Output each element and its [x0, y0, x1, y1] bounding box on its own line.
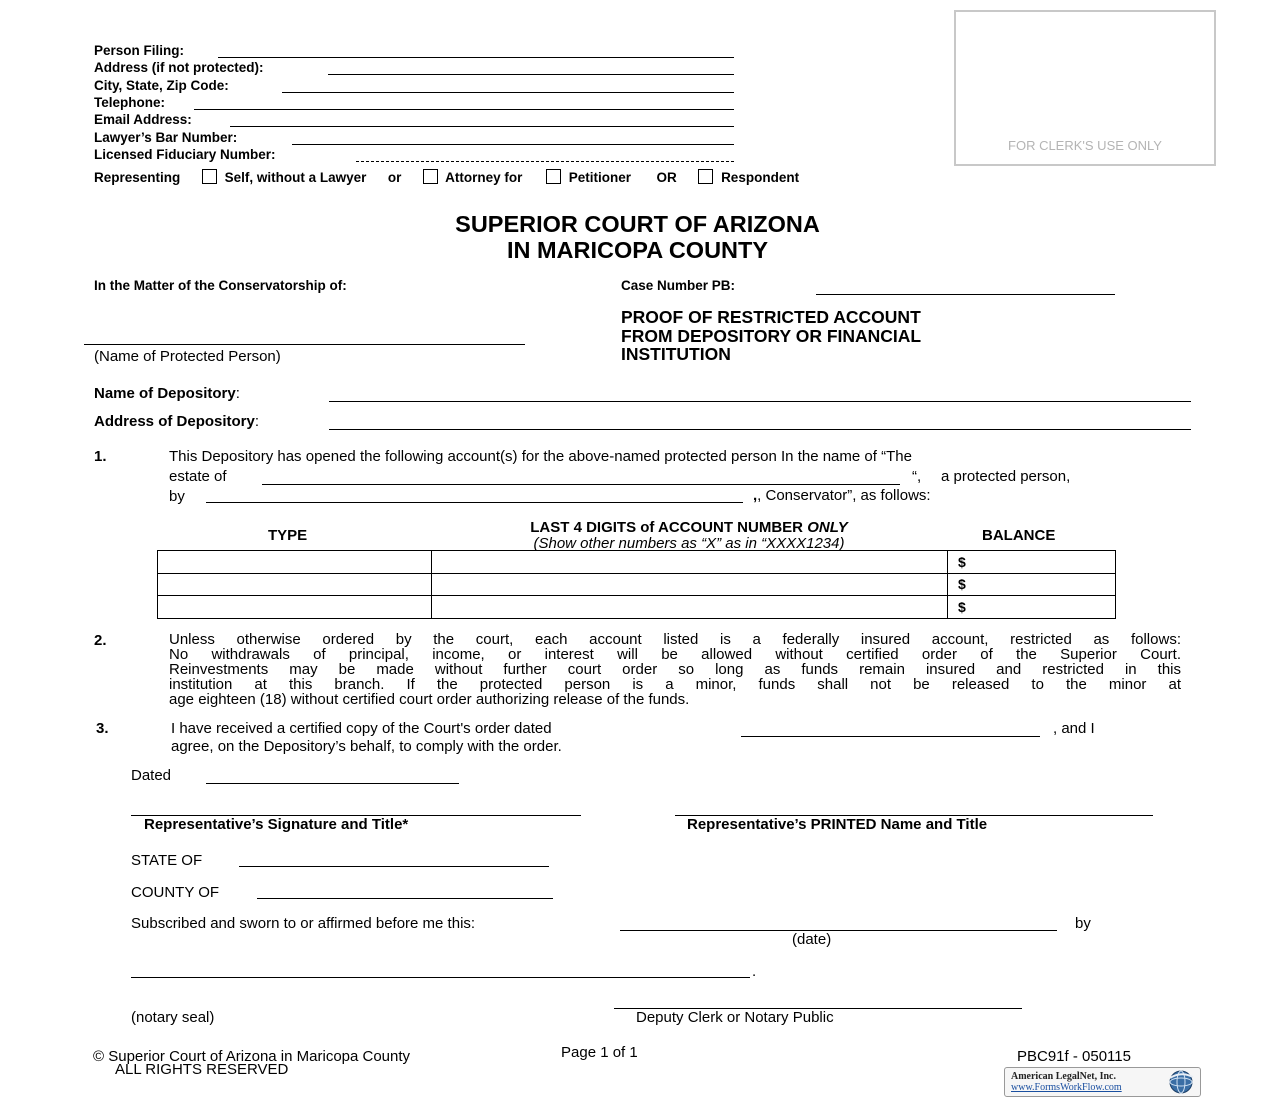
- type-cell[interactable]: [158, 573, 432, 596]
- table-row: [158, 596, 1116, 619]
- bar-number-label: Lawyer’s Bar Number:: [94, 130, 238, 145]
- state-of-field[interactable]: [239, 866, 549, 867]
- conservator-text: ,, Conservator”, as follows:: [753, 487, 931, 504]
- affiant-name-field[interactable]: [131, 977, 750, 978]
- col-type-header: TYPE: [268, 527, 308, 544]
- account-cell[interactable]: [432, 551, 948, 574]
- period: .: [752, 963, 757, 980]
- document-title: [621, 308, 921, 364]
- item-1-line-1: This Depository has opened the following account(s) for the above-named protected person In the name of “The: [169, 448, 912, 465]
- balance-cell[interactable]: $: [948, 551, 1116, 574]
- depository-name-label: Name of Depository: [94, 385, 236, 402]
- self-label: Self, without a Lawyer: [224, 170, 367, 185]
- case-number-label: Case Number PB:: [621, 278, 736, 293]
- depository-address-row: [94, 413, 259, 430]
- clerk-use-box: [954, 10, 1216, 166]
- and-i-text: , and I: [1053, 720, 1095, 737]
- respondent-label: Respondent: [721, 170, 800, 185]
- representing-label: Representing: [94, 170, 181, 185]
- legalnet-logo[interactable]: [1004, 1067, 1201, 1097]
- protected-person-text: a protected person,: [941, 468, 1071, 485]
- item-2-number: 2.: [94, 632, 107, 649]
- estate-name-field[interactable]: [262, 484, 900, 485]
- representing-row: [94, 169, 799, 185]
- court-title-line-2: IN MARICOPA COUNTY: [506, 237, 769, 263]
- form-id: PBC91f - 050115: [1017, 1048, 1131, 1065]
- signature-caption: Representative’s Signature and Title*: [144, 816, 409, 833]
- conservator-suffix: , Conservator”, as follows:: [757, 487, 931, 504]
- city-state-zip-field[interactable]: [282, 92, 734, 93]
- table-row: [158, 551, 1116, 574]
- matter-label: In the Matter of the Conservatorship of:: [94, 278, 347, 293]
- document-title-line-2: FROM DEPOSITORY OR FINANCIAL: [621, 325, 922, 346]
- depository-name-field[interactable]: [329, 401, 1191, 402]
- item-2-paragraph: [169, 632, 1181, 707]
- colon: :: [254, 413, 260, 430]
- document-title-line-3: INSTITUTION: [621, 344, 731, 364]
- depository-address-label: Address of Depository: [94, 413, 255, 430]
- table-row: [158, 573, 1116, 596]
- protected-person-caption: (Name of Protected Person): [94, 348, 281, 365]
- case-number-field[interactable]: [816, 294, 1115, 295]
- county-of-field[interactable]: [257, 898, 553, 899]
- sworn-date-field[interactable]: [620, 930, 1057, 931]
- telephone-label: Telephone:: [94, 95, 166, 110]
- document-title-line-1: PROOF OF RESTRICTED ACCOUNT: [621, 307, 921, 327]
- by-label: by: [169, 488, 185, 505]
- balance-cell[interactable]: $: [948, 573, 1116, 596]
- attorney-checkbox[interactable]: [423, 169, 438, 184]
- attorney-label: Attorney for: [445, 170, 523, 185]
- type-cell[interactable]: [158, 596, 432, 619]
- address-field[interactable]: [328, 74, 734, 75]
- item-2-line: institution at this branch. If the protected person is a minor, funds shall not be released to the minor at: [169, 676, 1181, 693]
- email-field[interactable]: [230, 126, 734, 127]
- balance-cell[interactable]: $: [948, 596, 1116, 619]
- court-title-line-1: SUPERIOR COURT OF ARIZONA: [455, 211, 820, 237]
- order-date-field[interactable]: [741, 736, 1040, 737]
- depository-name-row: [94, 385, 240, 402]
- subscribed-label: Subscribed and sworn to or affirmed before me this:: [131, 915, 476, 932]
- petitioner-label: Petitioner: [568, 170, 631, 185]
- account-cell[interactable]: [432, 573, 948, 596]
- county-of-label: COUNTY OF: [131, 884, 220, 901]
- address-label: Address (if not protected):: [94, 60, 264, 75]
- printed-name-caption: Representative’s PRINTED Name and Title: [687, 816, 988, 833]
- notary-seal-label: (notary seal): [131, 1009, 215, 1026]
- or-label-2: OR: [656, 170, 677, 185]
- by-label-2: by: [1075, 915, 1091, 932]
- conservator-name-field[interactable]: [206, 502, 743, 503]
- depository-address-field[interactable]: [329, 429, 1191, 430]
- person-filing-label: Person Filing:: [94, 43, 185, 58]
- estate-of-label: estate of: [169, 468, 227, 485]
- col-account-only: ONLY: [807, 519, 848, 536]
- col-account-header: [431, 519, 947, 536]
- or-label: or: [387, 170, 402, 185]
- city-state-zip-label: City, State, Zip Code:: [94, 78, 229, 93]
- petitioner-checkbox[interactable]: [546, 169, 561, 184]
- telephone-field[interactable]: [194, 109, 734, 110]
- dated-label: Dated: [131, 767, 172, 784]
- email-label: Email Address:: [94, 112, 192, 127]
- person-filing-field[interactable]: [218, 57, 734, 58]
- dated-field[interactable]: [206, 783, 459, 784]
- clerk-use-label: FOR CLERK'S USE ONLY: [1008, 138, 1162, 153]
- globe-icon: [1165, 1069, 1197, 1095]
- item-2-line: age eighteen (18) without certified court order authorizing release of the funds.: [169, 691, 690, 708]
- item-3-line-1: I have received a certified copy of the Court's order dated: [171, 720, 552, 737]
- date-caption: (date): [792, 931, 832, 948]
- deputy-label: Deputy Clerk or Notary Public: [636, 1009, 834, 1026]
- col-balance-header: BALANCE: [982, 527, 1056, 544]
- item-2-line: Unless otherwise ordered by the court, each account listed is a federally insured account, restricted as follows:: [169, 631, 1181, 648]
- self-checkbox[interactable]: [202, 169, 217, 184]
- logo-line-2: www.FormsWorkFlow.com: [1011, 1082, 1122, 1093]
- accounts-table: [157, 550, 1116, 619]
- protected-person-name-field[interactable]: [84, 344, 525, 345]
- item-2-line: Reinvestments may be made without further court order so long as funds remain insured and restricted in this: [169, 661, 1181, 678]
- item-2-line: No withdrawals of principal, income, or interest will be allowed without certified order of the Superior Court.: [169, 646, 1181, 663]
- rights-text: ALL RIGHTS RESERVED: [115, 1061, 289, 1078]
- colon: :: [235, 385, 240, 402]
- copyright-text: © Superior Court of Arizona in Maricopa County: [93, 1048, 411, 1065]
- item-3-line-2: agree, on the Depository’s behalf, to comply with the order.: [171, 738, 562, 755]
- logo-line-1: American LegalNet, Inc.: [1011, 1071, 1116, 1082]
- item-1-number: 1.: [94, 448, 107, 465]
- fiduciary-number-field[interactable]: [356, 161, 734, 162]
- fiduciary-number-label: Licensed Fiduciary Number:: [94, 147, 276, 162]
- respondent-checkbox[interactable]: [698, 169, 713, 184]
- page-number: Page 1 of 1: [561, 1044, 638, 1061]
- state-of-label: STATE OF: [131, 852, 203, 869]
- quote-close: “,: [912, 468, 922, 485]
- type-cell[interactable]: [158, 551, 432, 574]
- item-3-number: 3.: [96, 720, 109, 737]
- bar-number-field[interactable]: [292, 144, 734, 145]
- account-cell[interactable]: [432, 596, 948, 619]
- col-account-note: (Show other numbers as “X” as in “XXXX1234): [533, 535, 845, 552]
- col-account-label: LAST 4 DIGITS of ACCOUNT NUMBER: [530, 519, 804, 536]
